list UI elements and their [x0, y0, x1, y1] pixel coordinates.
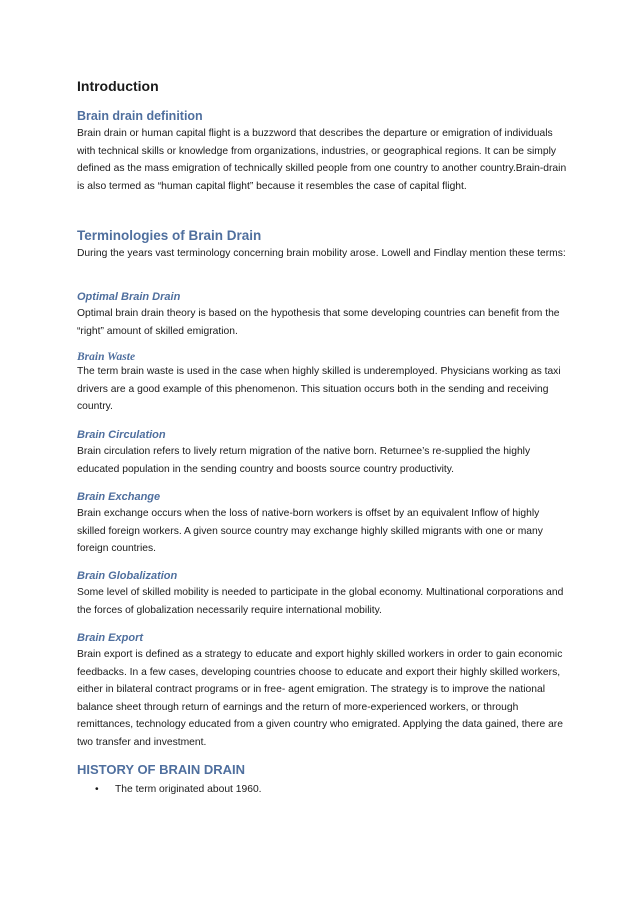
section-introduction	[77, 78, 567, 94]
section-brain-circulation	[77, 429, 567, 478]
section-brain-globalization	[77, 570, 567, 619]
section-definition	[77, 109, 567, 195]
section-brain-exchange	[77, 491, 567, 558]
terminologies-heading: Terminologies of Brain Drain	[77, 228, 262, 243]
circulation-paragraph: Brain circulation refers to lively return migration of the native born. Returnee’s re-supplied the highly educated population in the sending country and boosts source country productivity.	[77, 446, 531, 475]
bullet-icon: •	[95, 784, 99, 795]
section-optimal-brain-drain	[77, 291, 567, 340]
export-heading: Brain Export	[77, 632, 144, 644]
optimal-heading: Optimal Brain Drain	[77, 291, 181, 303]
definition-heading: Brain drain definition	[77, 109, 203, 123]
section-brain-waste	[77, 351, 567, 416]
definition-paragraph: Brain drain or human capital flight is a buzzword that describes the departure or emigration of individuals with technical skills or knowledge from organizations, industries, or geographical regions. It can be simply defined as the mass emigration of technically skilled people from one country to another country.Brain-drain is also termed as “human capital flight” because it resembles the case of capital flight.	[77, 128, 567, 192]
history-heading: HISTORY OF BRAIN DRAIN	[77, 762, 246, 777]
section-terminologies	[77, 228, 567, 263]
globalization-heading: Brain Globalization	[77, 570, 178, 582]
section-brain-export	[77, 632, 567, 751]
page-title: Introduction	[77, 78, 159, 94]
circulation-heading: Brain Circulation	[77, 429, 166, 441]
exchange-heading: Brain Exchange	[77, 491, 161, 503]
waste-paragraph: The term brain waste is used in the case when highly skilled is underemployed. Physicians working as taxi drivers are a good example of this phenomenon. This situation occurs both in the sending and receiving country.	[77, 366, 561, 412]
terminologies-paragraph: During the years vast terminology concerning brain mobility arose. Lowell and Findlay mention these terms:	[77, 248, 566, 259]
optimal-paragraph: Optimal brain drain theory is based on the hypothesis that some developing countries can benefit from the “right” amount of skilled emigration.	[77, 308, 560, 337]
globalization-paragraph: Some level of skilled mobility is needed to participate in the global economy. Multinational corporations and the forces of globalization necessarily require international mobility.	[77, 587, 564, 616]
section-history	[77, 762, 567, 777]
export-paragraph: Brain export is defined as a strategy to educate and export highly skilled workers in order to gain economic feedbacks. In a few cases, developing countries choose to educate and export their highly skilled workers, either in bilateral contract programs or in free- agent emigration. The strategy is to improve the national balance sheet through return of earnings and the return of more-experienced workers, or through remittances, technology educated from a given country who emigrated. Applying the data gained, there are two transfer and investment.	[77, 649, 563, 748]
waste-heading: Brain Waste	[77, 351, 136, 363]
exchange-paragraph: Brain exchange occurs when the loss of native-born workers is offset by an equivalent Inflow of highly skilled foreign workers. A given source country may exchange highly skilled migrants with one or many foreign countries.	[77, 508, 543, 554]
list-item-text: The term originated about 1960.	[115, 784, 262, 795]
